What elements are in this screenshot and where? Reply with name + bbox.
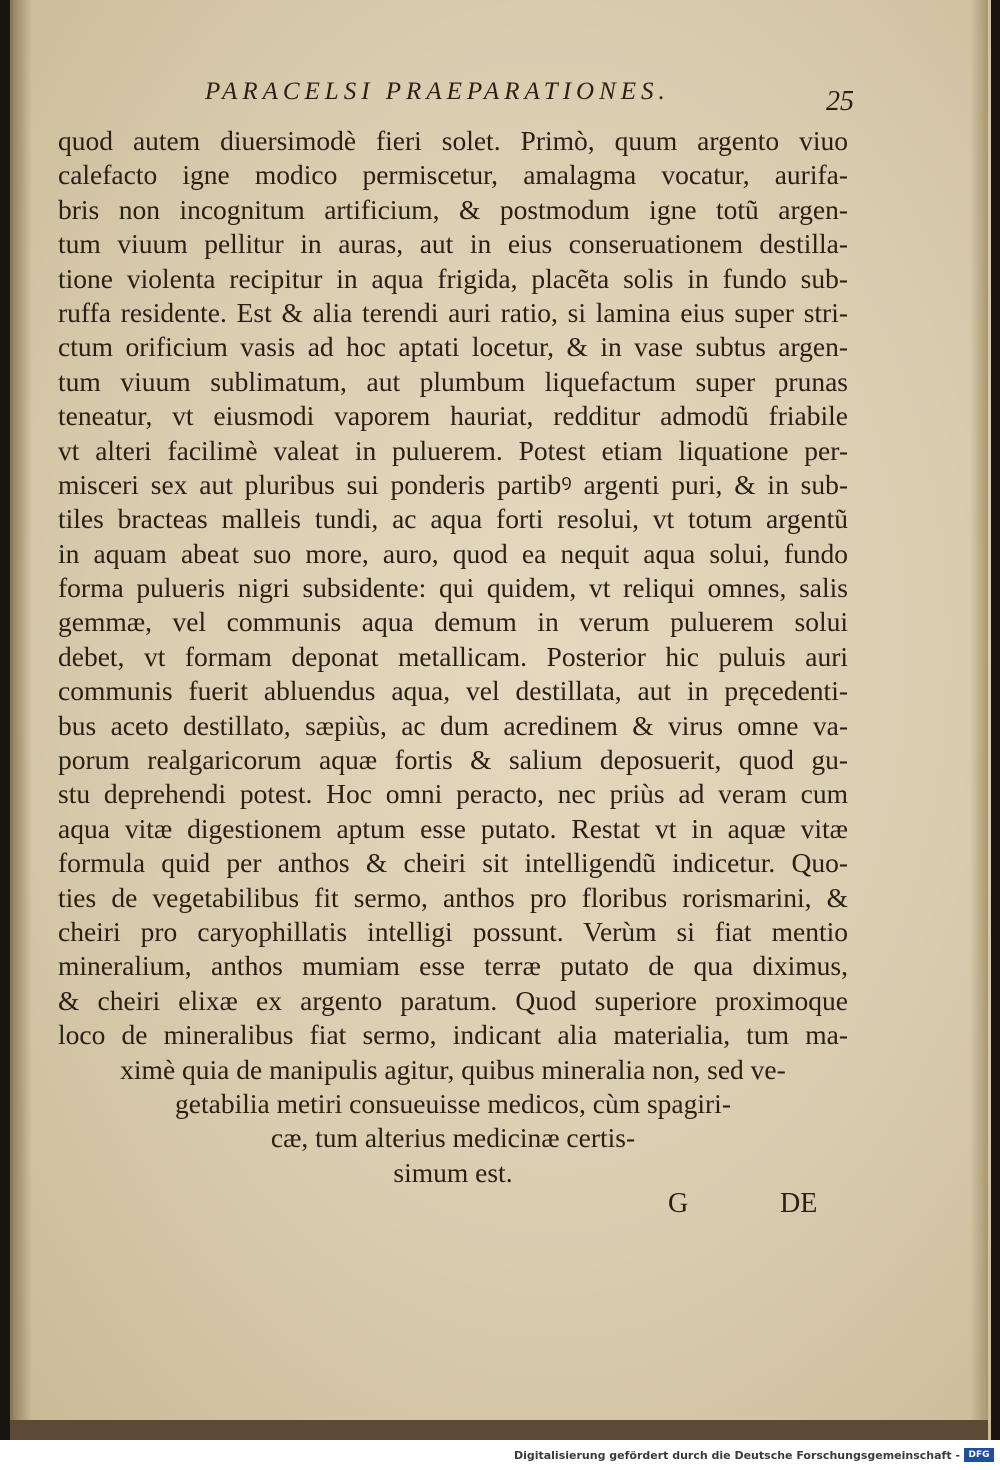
- text-line: vt alteri facilimè valeat in puluerem. Potest etiam liquatione per-: [58, 434, 848, 466]
- text-line: debet, vt formam deponat metallicam. Posterior hic puluis auri: [58, 640, 848, 672]
- text-line: getabilia metiri consueuisse medicos, cùm spagiri-: [175, 1087, 731, 1119]
- text-line: forma pulueris nigri subsidente: qui quidem, vt reliqui omnes, salis: [58, 572, 848, 604]
- text-line: stu deprehendi potest. Hoc omni peracto, nec priùs ad veram cum: [58, 778, 848, 810]
- funding-credit: Digitalisierung gefördert durch die Deutsche Forschungsgemeinschaft -: [513, 1449, 960, 1462]
- text-line: ximè quia de manipulis agitur, quibus mineralia non, sed ve-: [120, 1053, 786, 1085]
- text-line: tiles bracteas malleis tundi, ac aqua forti resolui, vt totum argentũ: [58, 503, 848, 535]
- text-line: in aquam abeat suo more, auro, quod ea nequit aqua solui, fundo: [58, 537, 848, 569]
- catchword: DE: [780, 1188, 818, 1219]
- digitization-footer: [0, 1440, 1000, 1470]
- body-text: [58, 124, 848, 1190]
- text-line: teneatur, vt eiusmodi vaporem hauriat, redditur admodũ friabile: [58, 400, 848, 432]
- page-bottom-edge: [10, 1420, 988, 1440]
- text-line: ctum orificium vasis ad hoc aptati locetur, & in vase subtus argen-: [58, 331, 848, 363]
- text-line: communis fuerit abluendus aqua, vel destillata, aut in pręcedenti-: [58, 675, 848, 707]
- text-line: tum viuum sublimatum, aut plumbum liquefactum super prunas: [58, 365, 848, 397]
- text-line: quod autem diuersimodè fieri solet. Primò, quum argento viuo: [58, 125, 848, 156]
- text-line: simum est.: [393, 1156, 513, 1188]
- text-line: & cheiri elixæ ex argento paratum. Quod superiore proximoque: [58, 984, 848, 1016]
- text-line: calefacto igne modico permiscetur, amalagma vocatur, aurifa-: [58, 159, 848, 191]
- text-line: mineralium, anthos mumiam esse terræ putato de qua diximus,: [58, 950, 848, 982]
- text-line: porum realgaricorum aquæ fortis & salium deposuerit, quod gu-: [58, 744, 848, 776]
- text-line: tione violenta recipitur in aqua frigida, placẽta solis in fundo sub-: [58, 262, 848, 294]
- text-line: bris non incognitum artificium, & postmodum igne totũ argen-: [58, 193, 848, 225]
- text-line: bus aceto destillato, sæpiùs, ac dum acredinem & virus omne va-: [58, 709, 848, 741]
- page-number: 25: [826, 86, 854, 117]
- running-head: PARACELSI PRAEPARATIONES.: [205, 78, 670, 105]
- text-line: loco de mineralibus fiat sermo, indicant alia materialia, tum ma-: [58, 1019, 848, 1051]
- text-line: aqua vitæ digestionem aptum esse putato. Restat vt in aquæ vitæ: [58, 812, 848, 844]
- text-line: tum viuum pellitur in auras, aut in eius conseruationem destilla-: [58, 228, 848, 260]
- text-line: cæ, tum alterius medicinæ certis-: [270, 1122, 636, 1154]
- signature-mark: G: [668, 1188, 689, 1219]
- text-line: cheiri pro caryophillatis intelligi possunt. Verùm si fiat mentio: [58, 915, 848, 947]
- dfg-logo-icon: DFG: [964, 1448, 994, 1462]
- text-line: misceri sex aut pluribus sui ponderis partibꝰ argenti puri, & in sub-: [58, 468, 848, 500]
- text-line: ruffa residente. Est & alia terendi auri ratio, si lamina eius super stri-: [58, 296, 848, 328]
- text-line: ties de vegetabilibus fit sermo, anthos pro floribus rorismarini, &: [58, 881, 848, 913]
- text-line: gemmæ, vel communis aqua demum in verum puluerem solui: [58, 606, 848, 638]
- text-line: formula quid per anthos & cheiri sit intelligendũ indicetur. Quo-: [58, 847, 848, 879]
- page-gutter-shadow: [10, 0, 32, 1440]
- page-edge-shadow: [970, 0, 988, 1440]
